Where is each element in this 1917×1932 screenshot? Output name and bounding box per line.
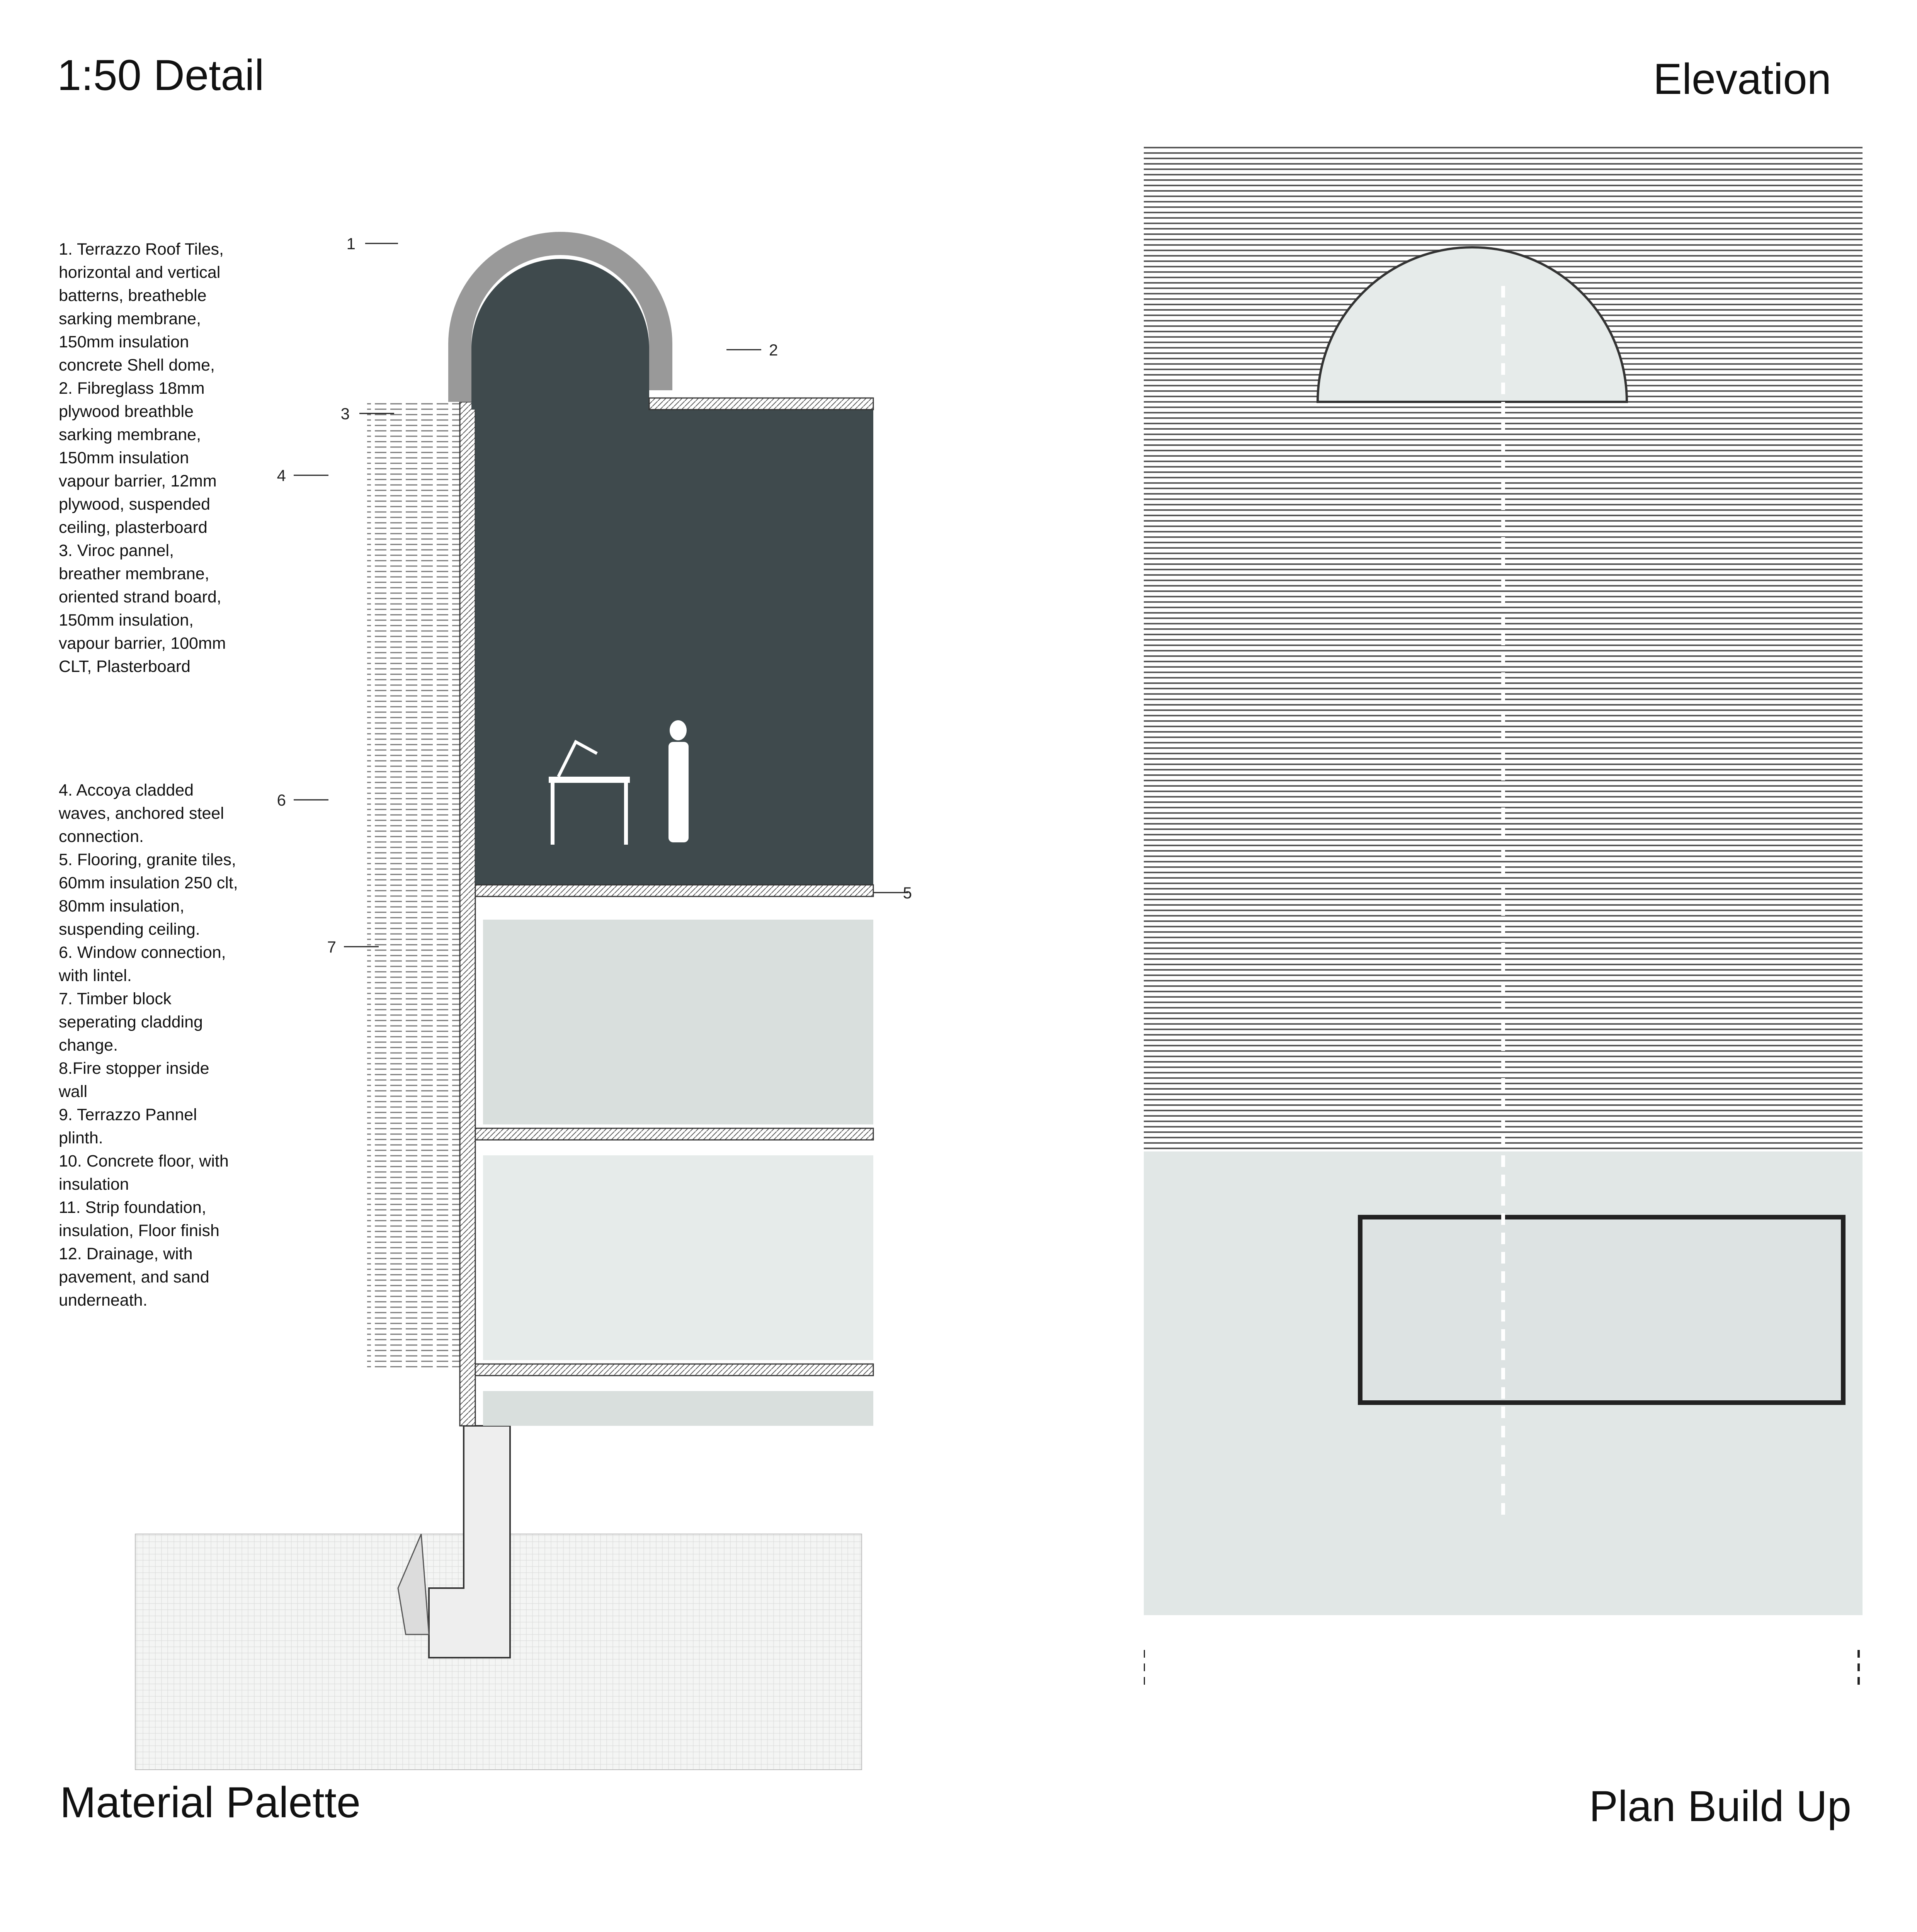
note-item: 12. Drainage, with pavement, and sand underneath.: [59, 1245, 209, 1310]
callout-label: 7: [327, 938, 336, 956]
note-item: 5. Flooring, granite tiles, 60mm insulation 250 clt, 80mm insulation, suspending ceiling.: [59, 850, 238, 939]
note-item: 1. Terrazzo Roof Tiles, horizontal and vertical batterns, breatheble sarking membrane, 150mm insulation concrete Shell dome,: [59, 240, 224, 374]
note-item: 4. Accoya cladded waves, anchored steel connection.: [59, 781, 224, 846]
callout-label: 1: [346, 235, 356, 253]
note-item: 6. Window connection, with lintel.: [59, 943, 226, 985]
note-item: 11. Strip foundation, insulation, Floor finish: [59, 1198, 219, 1240]
note-item: 3. Viroc pannel, breather membrane, oriented strand board, 150mm insulation, vapour barrier, 100mm CLT, Plasterboard: [59, 541, 226, 676]
note-item: 9. Terrazzo Pannel plinth.: [59, 1105, 197, 1147]
callout-label: 5: [903, 884, 912, 902]
callout-label: 4: [277, 466, 286, 485]
elevation-heading: Elevation: [1653, 55, 1831, 103]
material-palette-heading: Material Palette: [60, 1778, 361, 1827]
detail-heading: 1:50 Detail: [57, 51, 264, 99]
callout-label: 2: [769, 341, 778, 359]
plan-build-up-heading: Plan Build Up: [1589, 1782, 1851, 1830]
elevation-drawing: [1144, 147, 1863, 1770]
note-item: 8.Fire stopper inside wall: [59, 1059, 209, 1101]
section-drawing: [128, 228, 920, 1774]
note-item: 2. Fibreglass 18mm plywood breathble sarking membrane, 150mm insulation vapour barrier, 12mm plywood, suspended ceiling, plasterboard: [59, 379, 217, 537]
note-item: 10. Concrete floor, with insulation: [59, 1152, 229, 1194]
callout-label: 6: [277, 791, 286, 809]
note-item: 7. Timber block seperating cladding change.: [59, 990, 203, 1054]
callout-label: 3: [340, 405, 350, 423]
